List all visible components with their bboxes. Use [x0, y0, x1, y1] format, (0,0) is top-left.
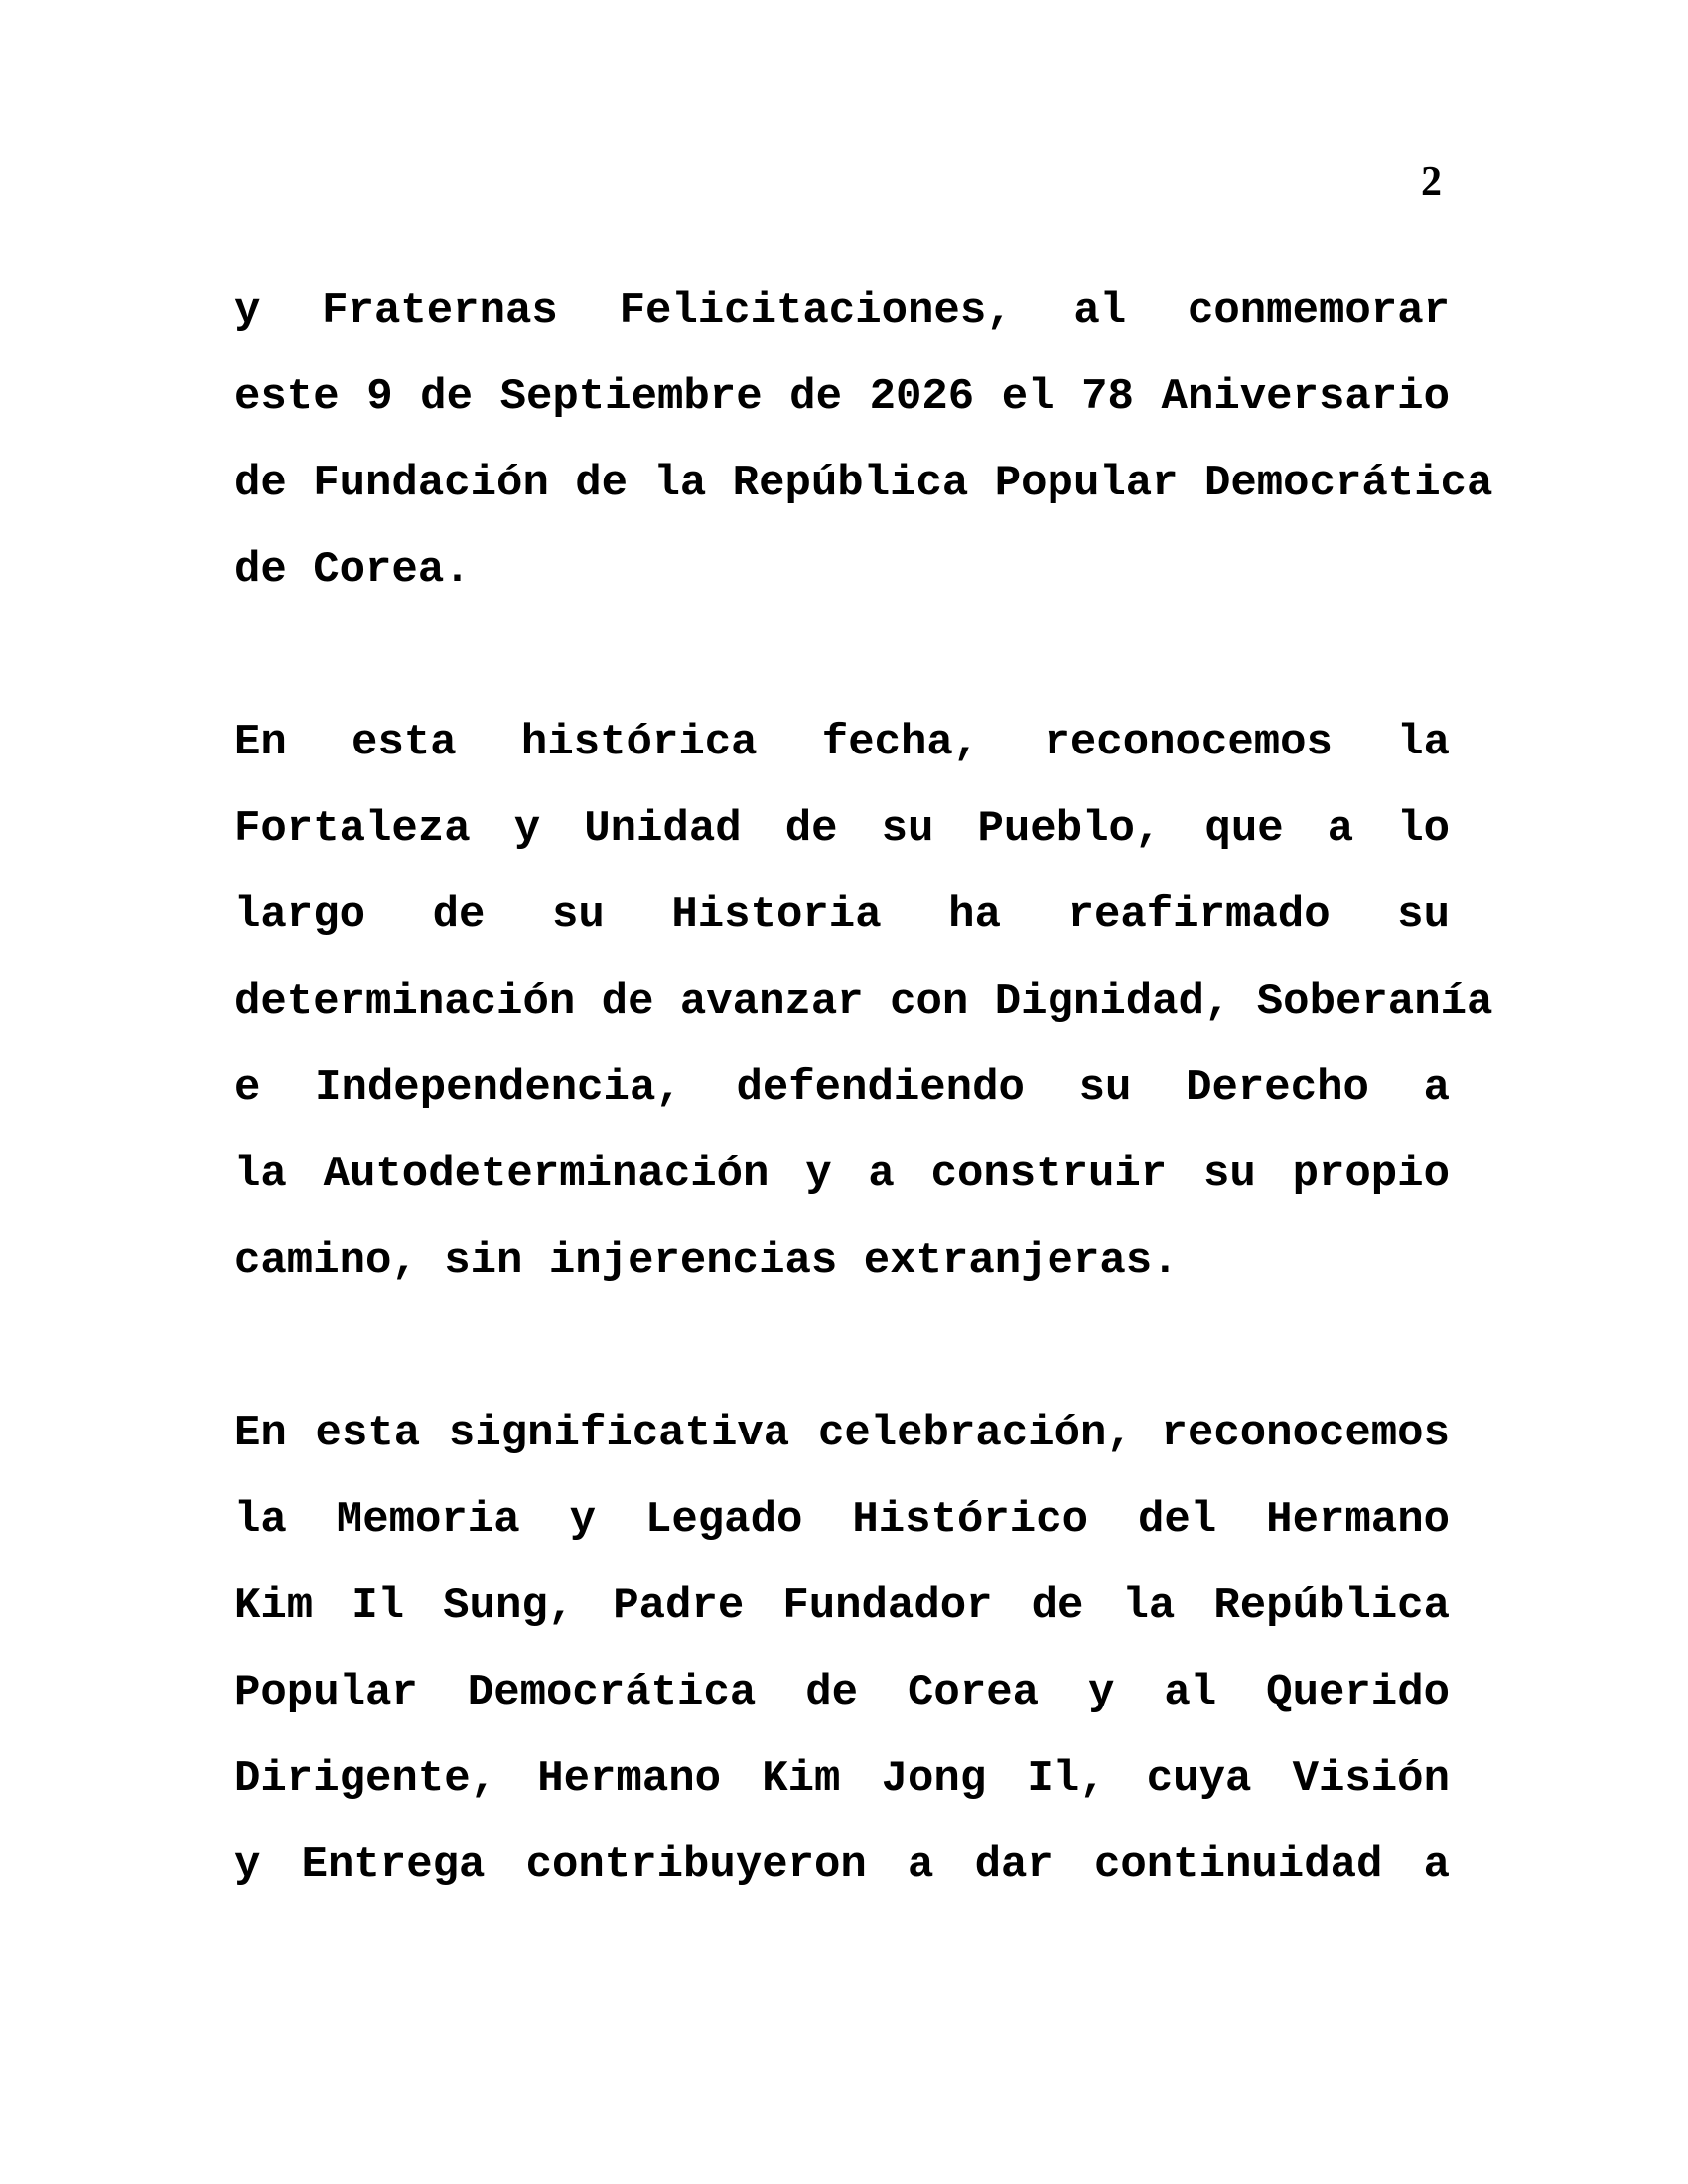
text-line: la Memoria y Legado Histórico del Hermano: [234, 1495, 1450, 1545]
text-line: Kim Il Sung, Padre Fundador de la República: [234, 1581, 1450, 1631]
text-line: Dirigente, Hermano Kim Jong Il, cuya Visión: [234, 1754, 1450, 1804]
paragraph-gap: [234, 1304, 1450, 1391]
text-line: este 9 de Septiembre de 2026 el 78 Aniversario: [234, 372, 1450, 422]
text-line: camino, sin injerencias extranjeras.: [234, 1236, 1179, 1286]
paragraph-gap: [234, 614, 1450, 700]
text-line: y Fraternas Felicitaciones, al conmemorar: [234, 286, 1450, 336]
text-line: de Corea.: [234, 545, 471, 595]
body-text: [234, 268, 1493, 1909]
text-line: Fortaleza y Unidad de su Pueblo, que a lo: [234, 804, 1450, 854]
paragraph-3: [234, 1391, 1450, 1909]
page-number: 2: [1421, 159, 1442, 205]
text-line: largo de su Historia ha reafirmado su: [234, 890, 1450, 940]
text-line: la Autodeterminación y a construir su propio: [234, 1150, 1450, 1199]
text-line: En esta histórica fecha, reconocemos la: [234, 718, 1450, 767]
text-line: determinación de avanzar con Dignidad, Soberanía: [234, 977, 1493, 1026]
text-line: Popular Democrática de Corea y al Querido: [234, 1668, 1450, 1717]
paragraph-2: [234, 700, 1493, 1304]
paragraph-1: [234, 268, 1493, 614]
text-line: y Entrega contribuyeron a dar continuidad a: [234, 1841, 1450, 1890]
text-line: En esta significativa celebración, reconocemos: [234, 1409, 1450, 1458]
text-line: e Independencia, defendiendo su Derecho a: [234, 1063, 1450, 1113]
text-line: de Fundación de la República Popular Democrática: [234, 459, 1493, 508]
